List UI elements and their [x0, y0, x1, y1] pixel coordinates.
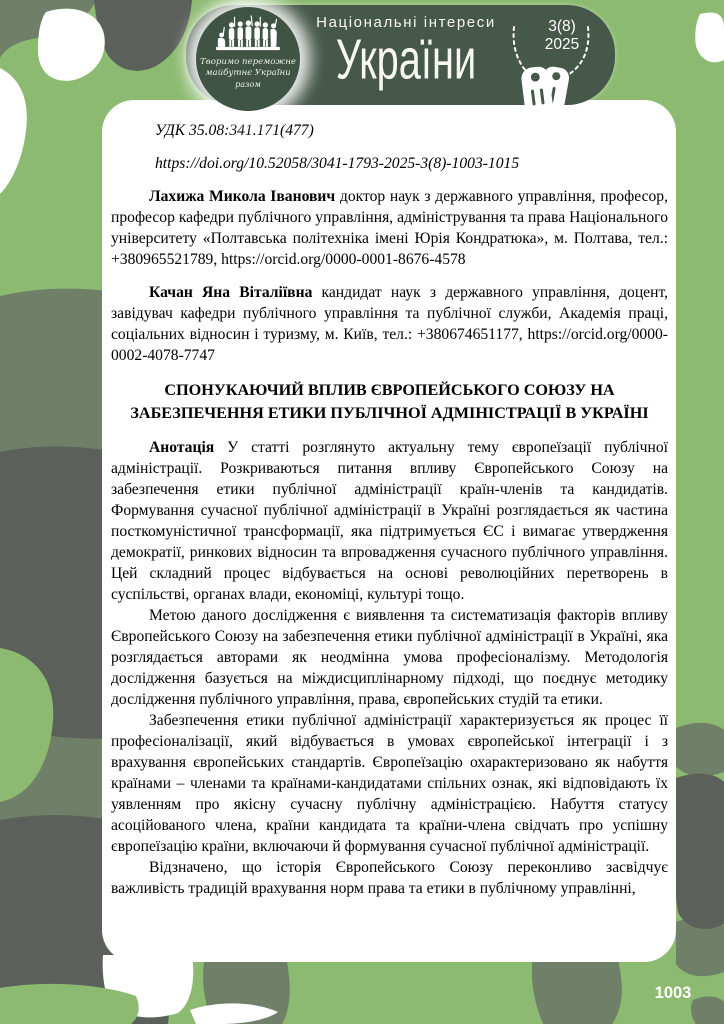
doi-link[interactable]: https://doi.org/10.52058/3041-1793-2025-3(8)-1003-1015: [155, 155, 520, 172]
journal-title: [300, 14, 512, 91]
article-title: СПОНУКАЮЧИЙ ВПЛИВ ЄВРОПЕЙСЬКОГО СОЮЗУ НА ЗАБЕЗПЕЧЕННЯ ЕТИКИ ПУБЛІЧНОЇ АДМІНІСТРАЦІЇ В УКРАЇНІ: [130, 381, 649, 422]
logo-motto-line: разом: [235, 80, 261, 89]
author-block-1: [111, 186, 668, 270]
issue-number: 3(8): [548, 18, 576, 35]
abstract-paragraph-3: Забезпечення етики публічної адміністрації характеризується як процес її професіоналізації, який відбувається в умовах європейської інтеграції і з врахування європейських стандартів. Європеїзацію охарактеризовано як набуття країнами – членами та країнами-кандидатами спільних ознак, які відповідають їх уявленням про якісну сучасну публічну адміністрацією. Набуття статусу асоційованого члена, країни кандидата та країни-члена свідчать про успішну європеїзацію країни, включаючи й формування сучасної публічної адміністрації.: [111, 712, 668, 855]
author-name: Качан Яна Віталіївна: [149, 284, 313, 301]
abstract-paragraph-2: Метою даного дослідження є виявлення та систематизація факторів впливу Європейського Союзу на забезпечення етики публічної адміністрації в Україні, яка розглядається авторами як неодмінна умова професіоналізму. Методологія дослідження базується на міждисциплінарному підході, що поєднує методику дослідження публічного управління, права, європейських студій та етики.: [111, 607, 668, 708]
author-name: Лахижа Микола Іванович: [149, 188, 336, 205]
logo-motto: [200, 57, 296, 90]
udc-code: УДК 35.08:341.171(477): [155, 122, 314, 139]
abstract-label: Анотація: [149, 439, 215, 456]
author-details: доктор наук з державного управління, професор, професор кафедри публічного управління, адміністрування та права Національного університету «Полтавська політехніка імені Юрія Кондратюка», м. Полтава, тел.: +380965521789,: [111, 188, 668, 268]
logo-motto-line: майбутнє України: [205, 68, 291, 78]
abstract-text: У статті розглянуто актуальну тему європеїзації публічної адміністрації. Розкриваються питання впливу Європейського Союзу на забезпечення етики публічної адміністрації країн-членів та кандидатів. Формування сучасної публічної адміністрації в Україні розглядається як частина посткомуністичної трансформації, яка підтримується ЄС і вимагає утвердження демократії, ринкових відносин та впровадження сучасного публічного управління. Цей складний процес відбувається на основі революційних перетворень в суспільстві, органах влади, економіці, культурі тощо.: [111, 439, 668, 603]
issue-year: 2025: [544, 36, 580, 53]
soldiers-monument-icon: [208, 14, 288, 56]
issue-info: [527, 18, 597, 54]
abstract-paragraph-4: Відзначено, що історія Європейського Союзу переконливо засвідчує важливість традицій врахування норм права та етики в публічному управлінні,: [111, 859, 668, 897]
journal-name-top: Національні інтереси: [316, 14, 496, 31]
author-details: кандидат наук з державного управління, доцент, завідувач кафедри публічного управління та публічної служби, Академія праці, соціальних відносин і туризму, м. Київ, тел.: +380674651177,: [111, 284, 668, 343]
logo-motto-line: Творимо переможне: [200, 57, 296, 67]
journal-name-main: України: [335, 27, 477, 91]
orcid-link[interactable]: https://orcid.org/0000-0002-4078-7747: [111, 326, 668, 364]
article-content-panel: [102, 100, 676, 962]
abstract-paragraph-1: [111, 437, 668, 605]
journal-logo: [196, 7, 300, 111]
orcid-link[interactable]: https://orcid.org/0000-0001-8676-4578: [221, 251, 466, 268]
author-block-2: [111, 282, 668, 366]
page-number: 1003: [654, 984, 692, 1002]
